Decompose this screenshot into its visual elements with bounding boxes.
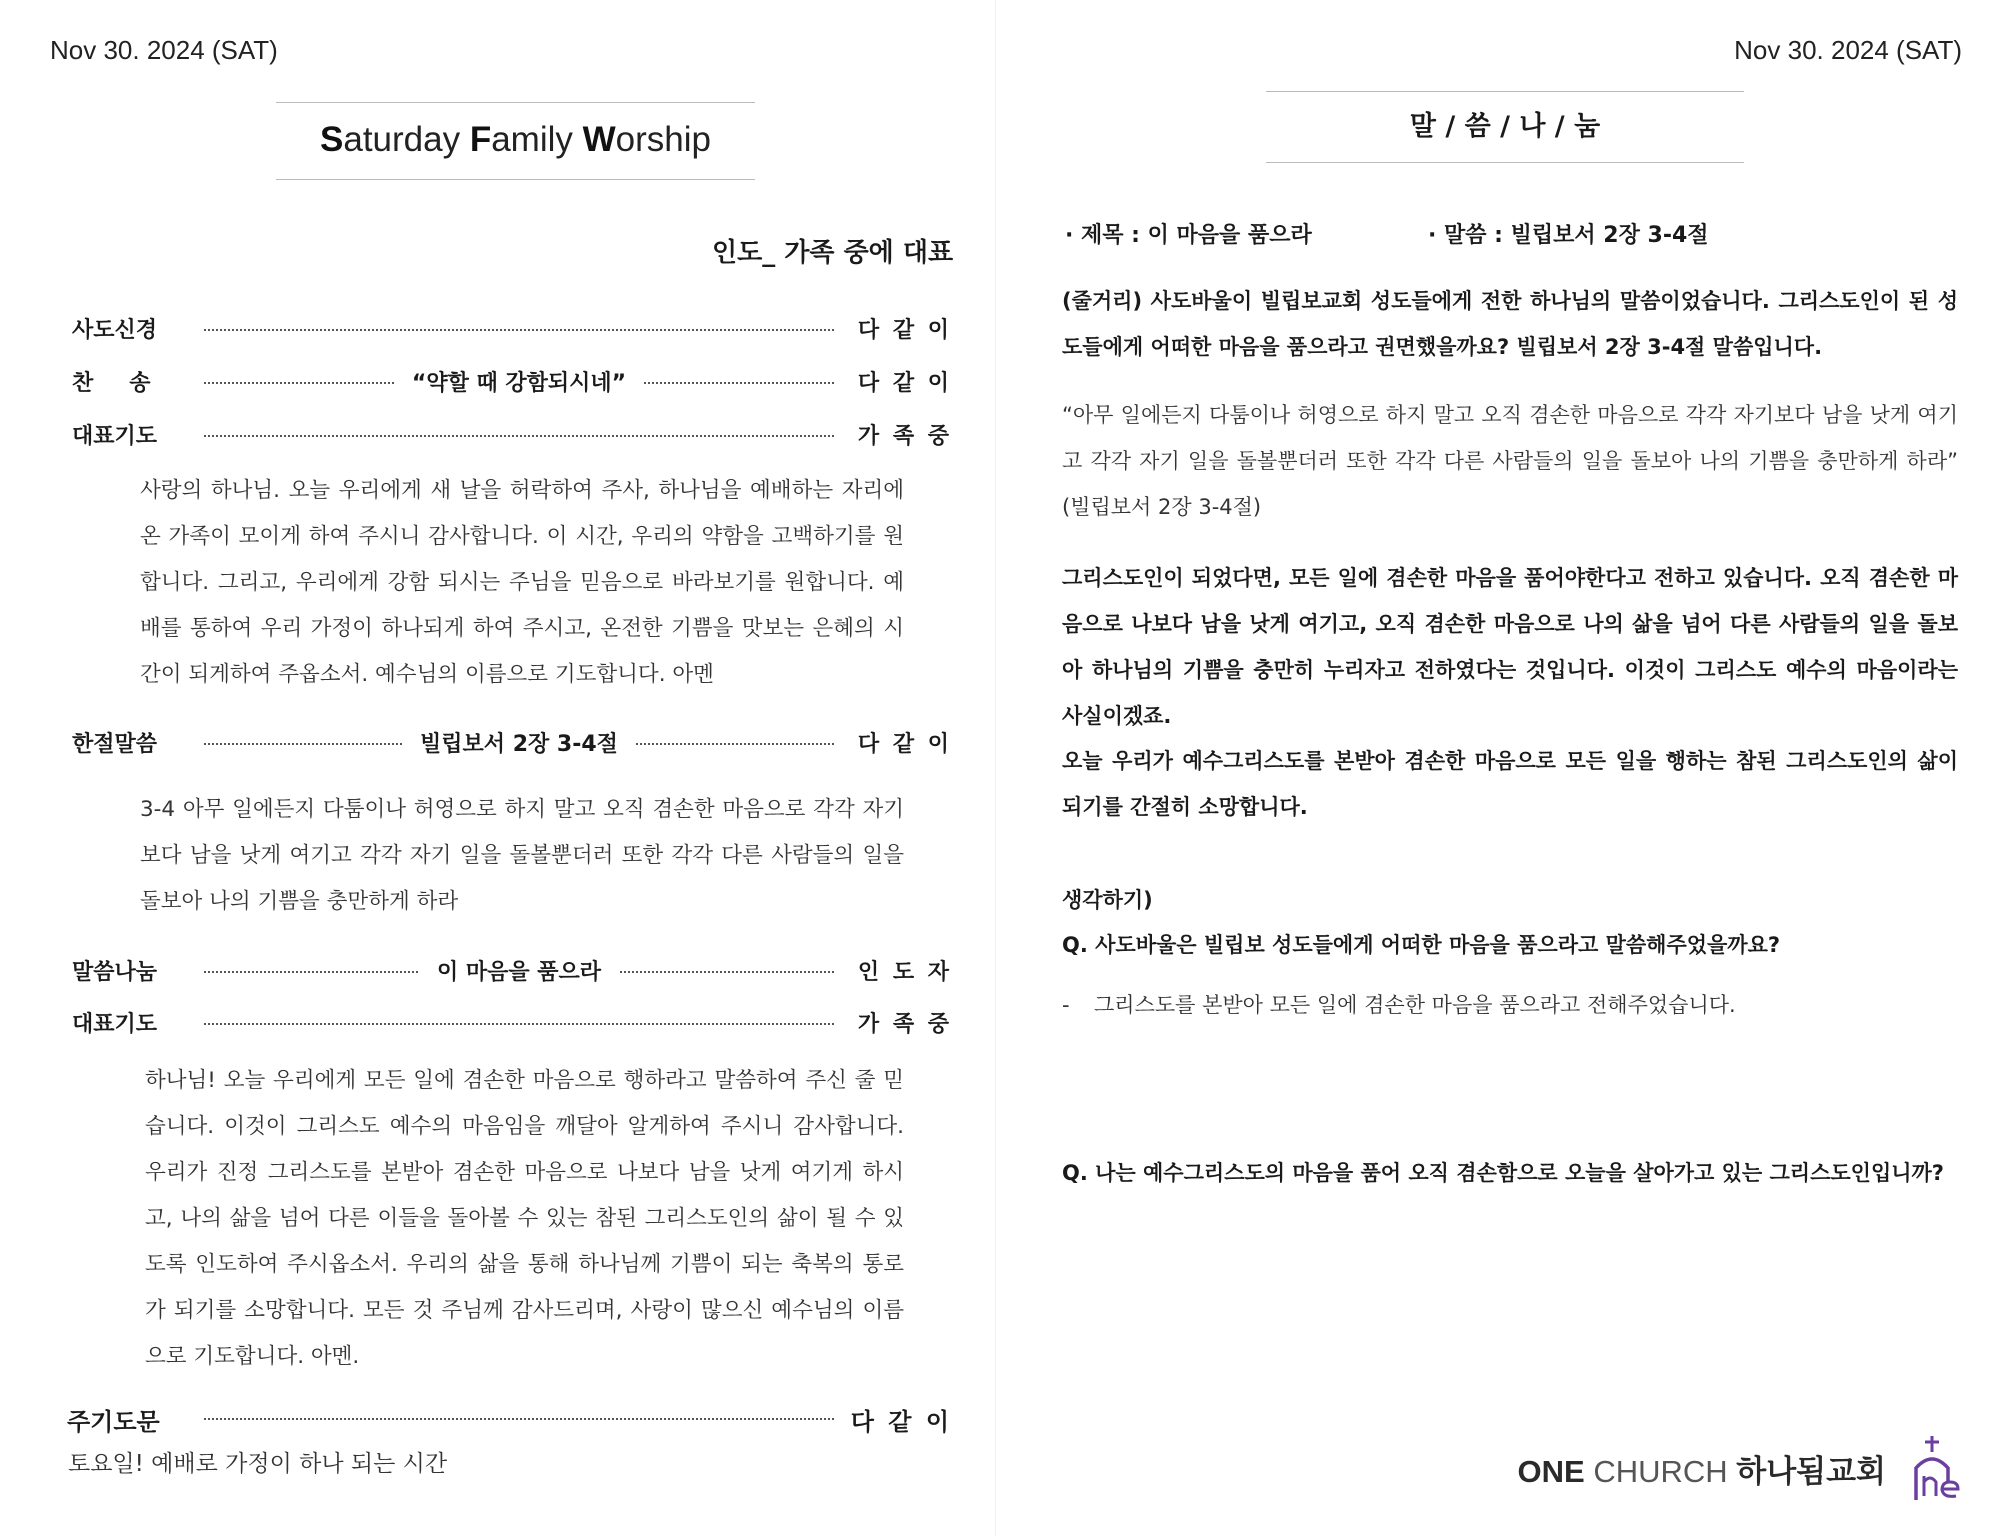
answer-text: 그리스도를 본받아 모든 일에 겸손한 마음을 품으라고 전해주었습니다. [1094,993,1736,1017]
order-label: 말씀나눔 [72,960,158,985]
order-label: 대표기도 [72,1012,158,1037]
date-left: Nov 30. 2024 (SAT) [50,35,278,65]
order-row-lords-prayer [67,1402,952,1436]
title-rest-1: aturday [343,120,470,159]
right-page [996,0,1992,1536]
dotted-leader [204,435,834,437]
title-initial-w: W [582,120,616,159]
order-label: 사도신경 [72,318,158,343]
body-paragraph-1: 그리스도인이 되었다면, 모든 일에 겸손한 마음을 품어야한다고 전하고 있습니다. 오직 겸손한 마음으로 나보다 남을 낫게 여기고, 오직 겸손한 마음으로 나의 삶을 넘어 다른 사람들의 일을 돌보아 하나님의 기쁨을 충만히 누리자고 전하였다는 것입니다. 이것이 그리스도 예수의 마음이라는 사실이겠죠. [1062,566,1958,728]
order-who: 다 같 이 [857,318,952,343]
verse-ref: 빌립보서 2장 3-4절 [402,732,636,757]
order-who: 가 족 중 [857,424,952,449]
date-right: Nov 30. 2024 (SAT) [1734,35,1962,65]
dotted-leader [204,329,834,331]
order-label: 찬송 [72,371,187,396]
closing-prayer: 하나님! 오늘 우리에게 모든 일에 겸손한 마음으로 행하라고 말씀하여 주신 줄 믿습니다. 이것이 그리스도 예수의 마음임을 깨달아 알게하여 주시니 감사합니다. 우리가 진정 그리스도를 본받아 겸손한 마음으로 나보다 남을 낫게 여기게 하시고, 나의 삶을 넘어 다른 이들을 돌아볼 수 있는 참된 그리스도인의 삶이 될 수 있도록 인도하여 주시옵소서. 우리의 삶을 통해 하나님께 기쁨이 되는 축복의 통로가 되기를 소망합니다. 모든 것 주님께 감사드리며, 사랑이 많으신 예수님의 이름으로 기도합니다. 아멘. [145,1068,904,1369]
order-row-creed [72,313,952,347]
church-logo-text [1518,1446,1886,1491]
order-center [204,366,834,397]
motto: 토요일! 예배로 가정이 하나 되는 시간 [68,1451,448,1477]
leader-line: 인도_ 가족 중에 대표 [712,238,954,268]
meta-scripture: · 말씀 : 빌립보서 2장 3-4절 [1428,223,1709,248]
verse-text: 3-4 아무 일에든지 다툼이나 허영으로 하지 말고 오직 겸손한 마음으로 각각 자기보다 남을 낫게 여기고 각각 자기 일을 돌볼뿐더러 또한 각각 다른 사람들의 일을 돌보아 나의 기쁨을 충만하게 하라 [140,797,904,914]
logo-one: ONE [1517,1454,1585,1489]
order-center [204,727,834,758]
hymn-title: “약할 때 강함되시네” [394,371,644,396]
title-initial-f: F [469,120,492,159]
dotted-leader [204,1023,834,1025]
church-cross-icon [1908,1434,1964,1504]
question-2: Q. 나는 예수그리스도의 마음을 품어 오직 겸손함으로 오늘을 살아가고 있는 그리스도인입니까? [1062,1161,1944,1185]
order-who: 인 도 자 [857,960,952,985]
order-row-prayer-2 [72,1007,952,1041]
order-who: 가 족 중 [857,1012,952,1037]
order-label: 대표기도 [72,424,158,449]
think-label: 생각하기) [1062,888,1153,912]
sermon-sharing-title: 말 / 씀 / 나 / 눔 [1266,91,1744,163]
answer-dash: - [1062,993,1070,1017]
title-initial-s: S [320,120,344,159]
title-rest-2: amily [491,120,583,159]
worship-title [276,102,755,180]
order-center [204,955,834,986]
title-rest-3: orship [615,120,711,159]
order-label: 주기도문 [67,1408,160,1436]
logo-korean-name: 하나됨교회 [1736,1454,1886,1489]
order-who: 다 같 이 [850,1408,952,1436]
answer-1 [1062,982,1958,1028]
order-row-prayer [72,419,952,453]
summary-paragraph: (줄거리) 사도바울이 빌립보교회 성도들에게 전한 하나님의 말씀이었습니다. 그리스도인이 된 성도들에게 어떠한 마음을 품으라고 권면했을까요? 빌립보서 2장 3-4절 말씀입니다. [1062,289,1958,359]
order-row-sharing [72,955,952,989]
sermon-title: 이 마음을 품으라 [419,960,619,985]
dotted-leader [204,1418,834,1420]
order-label: 한절말씀 [72,732,158,757]
opening-prayer: 사랑의 하나님. 오늘 우리에게 새 날을 허락하여 주사, 하나님을 예배하는 자리에 온 가족이 모이게 하여 주시니 감사합니다. 이 시간, 우리의 약함을 고백하기를 원합니다. 그리고, 우리에게 강함 되시는 주님을 믿음으로 바라보기를 원합니다. 예배를 통하여 우리 가정이 하나되게 하여 주시고, 온전한 기쁨을 맛보는 은혜의 시간이 되게하여 주옵소서. 예수님의 이름으로 기도합니다. 아멘 [140,478,904,687]
order-row-verse [72,727,952,761]
order-who: 다 같 이 [857,371,952,396]
meta-title: · 제목 : 이 마음을 품으라 [1065,223,1312,248]
order-who: 다 같 이 [857,732,952,757]
logo-church: CHURCH [1584,1454,1737,1489]
question-1: Q. 사도바울은 빌립보 성도들에게 어떠한 마음을 품으라고 말씀해주었을까요? [1062,933,1781,957]
scripture-quote: “아무 일에든지 다툼이나 허영으로 하지 말고 오직 겸손한 마음으로 각각 자기보다 남을 낫게 여기고 각각 자기 일을 돌볼뿐더러 또한 각각 다른 사람들의 일을 돌보아 나의 기쁨을 충만하게 하라” (빌립보서 2장 3-4절) [1062,403,1958,519]
order-row-hymn [72,366,952,400]
body-paragraph-2: 오늘 우리가 예수그리스도를 본받아 겸손한 마음으로 모든 일을 행하는 참된 그리스도인의 삶이 되기를 간절히 소망합니다. [1062,749,1958,819]
